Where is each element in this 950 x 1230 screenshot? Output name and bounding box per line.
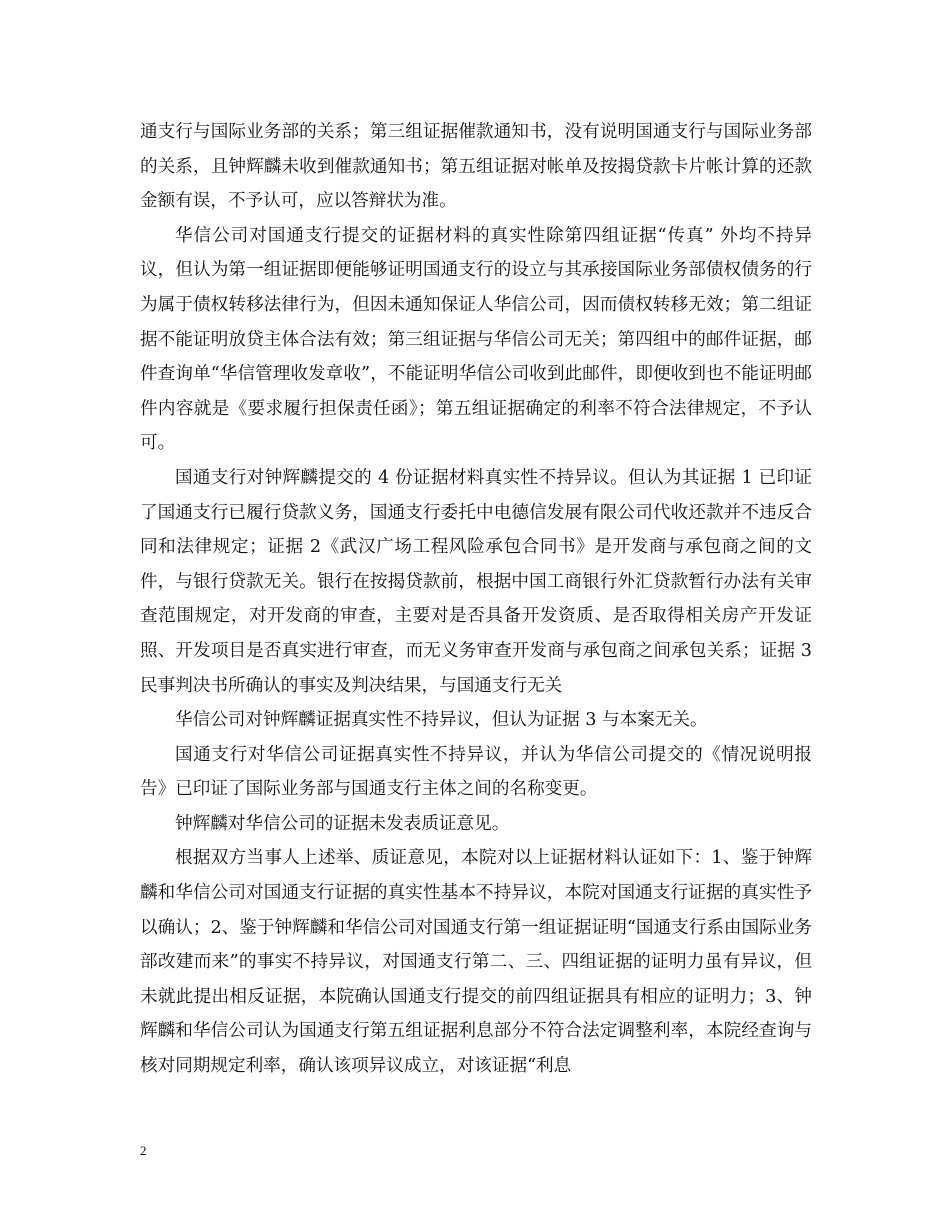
page-number: 2 [140,1143,147,1158]
paragraph-6: 钟辉麟对华信公司的证据未发表质证意见。 [175,813,510,834]
paragraph-5: 国通支行对华信公司证据真实性不持异议，并认为华信公司提交的《情况说明报告》已印证了国际业务部与国通支行主体之间的名称变更。 [140,744,812,800]
document-body [140,115,812,1084]
paragraph-4: 华信公司对钟辉麟证据真实性不持异议，但认为证据 3 与本案无关。 [175,710,708,731]
paragraph-7: 根据双方当事人上述举、质证意见，本院对以上证据材料认证如下：1、鉴于钟辉麟和华信公司对国通支行证据的真实性基本不持异议，本院对国通支行证据的真实性予以确认；2、鉴于钟辉麟和华信公司对国通支行第一组证据证明“国通支行系由国际业务部改建而来”的事实不持异议，对国通支行第二、三、四组证据的证明力虽有异议，但未就此提出相反证据，本院确认国通支行提交的前四组证据具有相应的证明力；3、钟辉麟和华信公司认为国通支行第五组证据利息部分不符合法定调整利率，本院经查询与核对同期规定利率，确认该项异议成立，对该证据“利息 [140,848,812,1077]
paragraph-1: 通支行与国际业务部的关系；第三组证据催款通知书，没有说明国通支行与国际业务部的关系，且钟辉麟未收到催款通知书；第五组证据对帐单及按揭贷款卡片帐计算的还款金额有误，不予认可，应以答辩状为准。 [140,122,812,212]
paragraph-2: 华信公司对国通支行提交的证据材料的真实性除第四组证据“传真” 外均不持异议，但认为第一组证据即便能够证明国通支行的设立与其承接国际业务部债权债务的行为属于债权转移法律行为，但因未通知保证人华信公司，因而债权转移无效；第二组证据不能证明放贷主体合法有效；第三组证据与华信公司无关；第四组中的邮件证据，邮件查询单“华信管理收发章收”，不能证明华信公司收到此邮件，即便收到也不能证明邮件内容就是《要求履行担保责任函》；第五组证据确定的利率不符合法律规定，不予认可。 [140,225,812,454]
paragraph-3: 国通支行对钟辉麟提交的 4 份证据材料真实性不持异议。但认为其证据 1 已印证了国通支行已履行贷款义务，国通支行委托中电德信发展有限公司代收还款并不违反合同和法律规定；证据 2《武汉广场工程风险承包合同书》是开发商与承包商之间的文件，与银行贷款无关。银行在按揭贷款前，根据中国工商银行外汇贷款暂行办法有关审查范围规定，对开发商的审查，主要对是否具备开发资质、是否取得相关房产开发证照、开发项目是否真实进行审查，而无义务审查开发商与承包商之间承包关系；证据 3 民事判决书所确认的事实及判决结果，与国通支行无关 [140,467,812,696]
